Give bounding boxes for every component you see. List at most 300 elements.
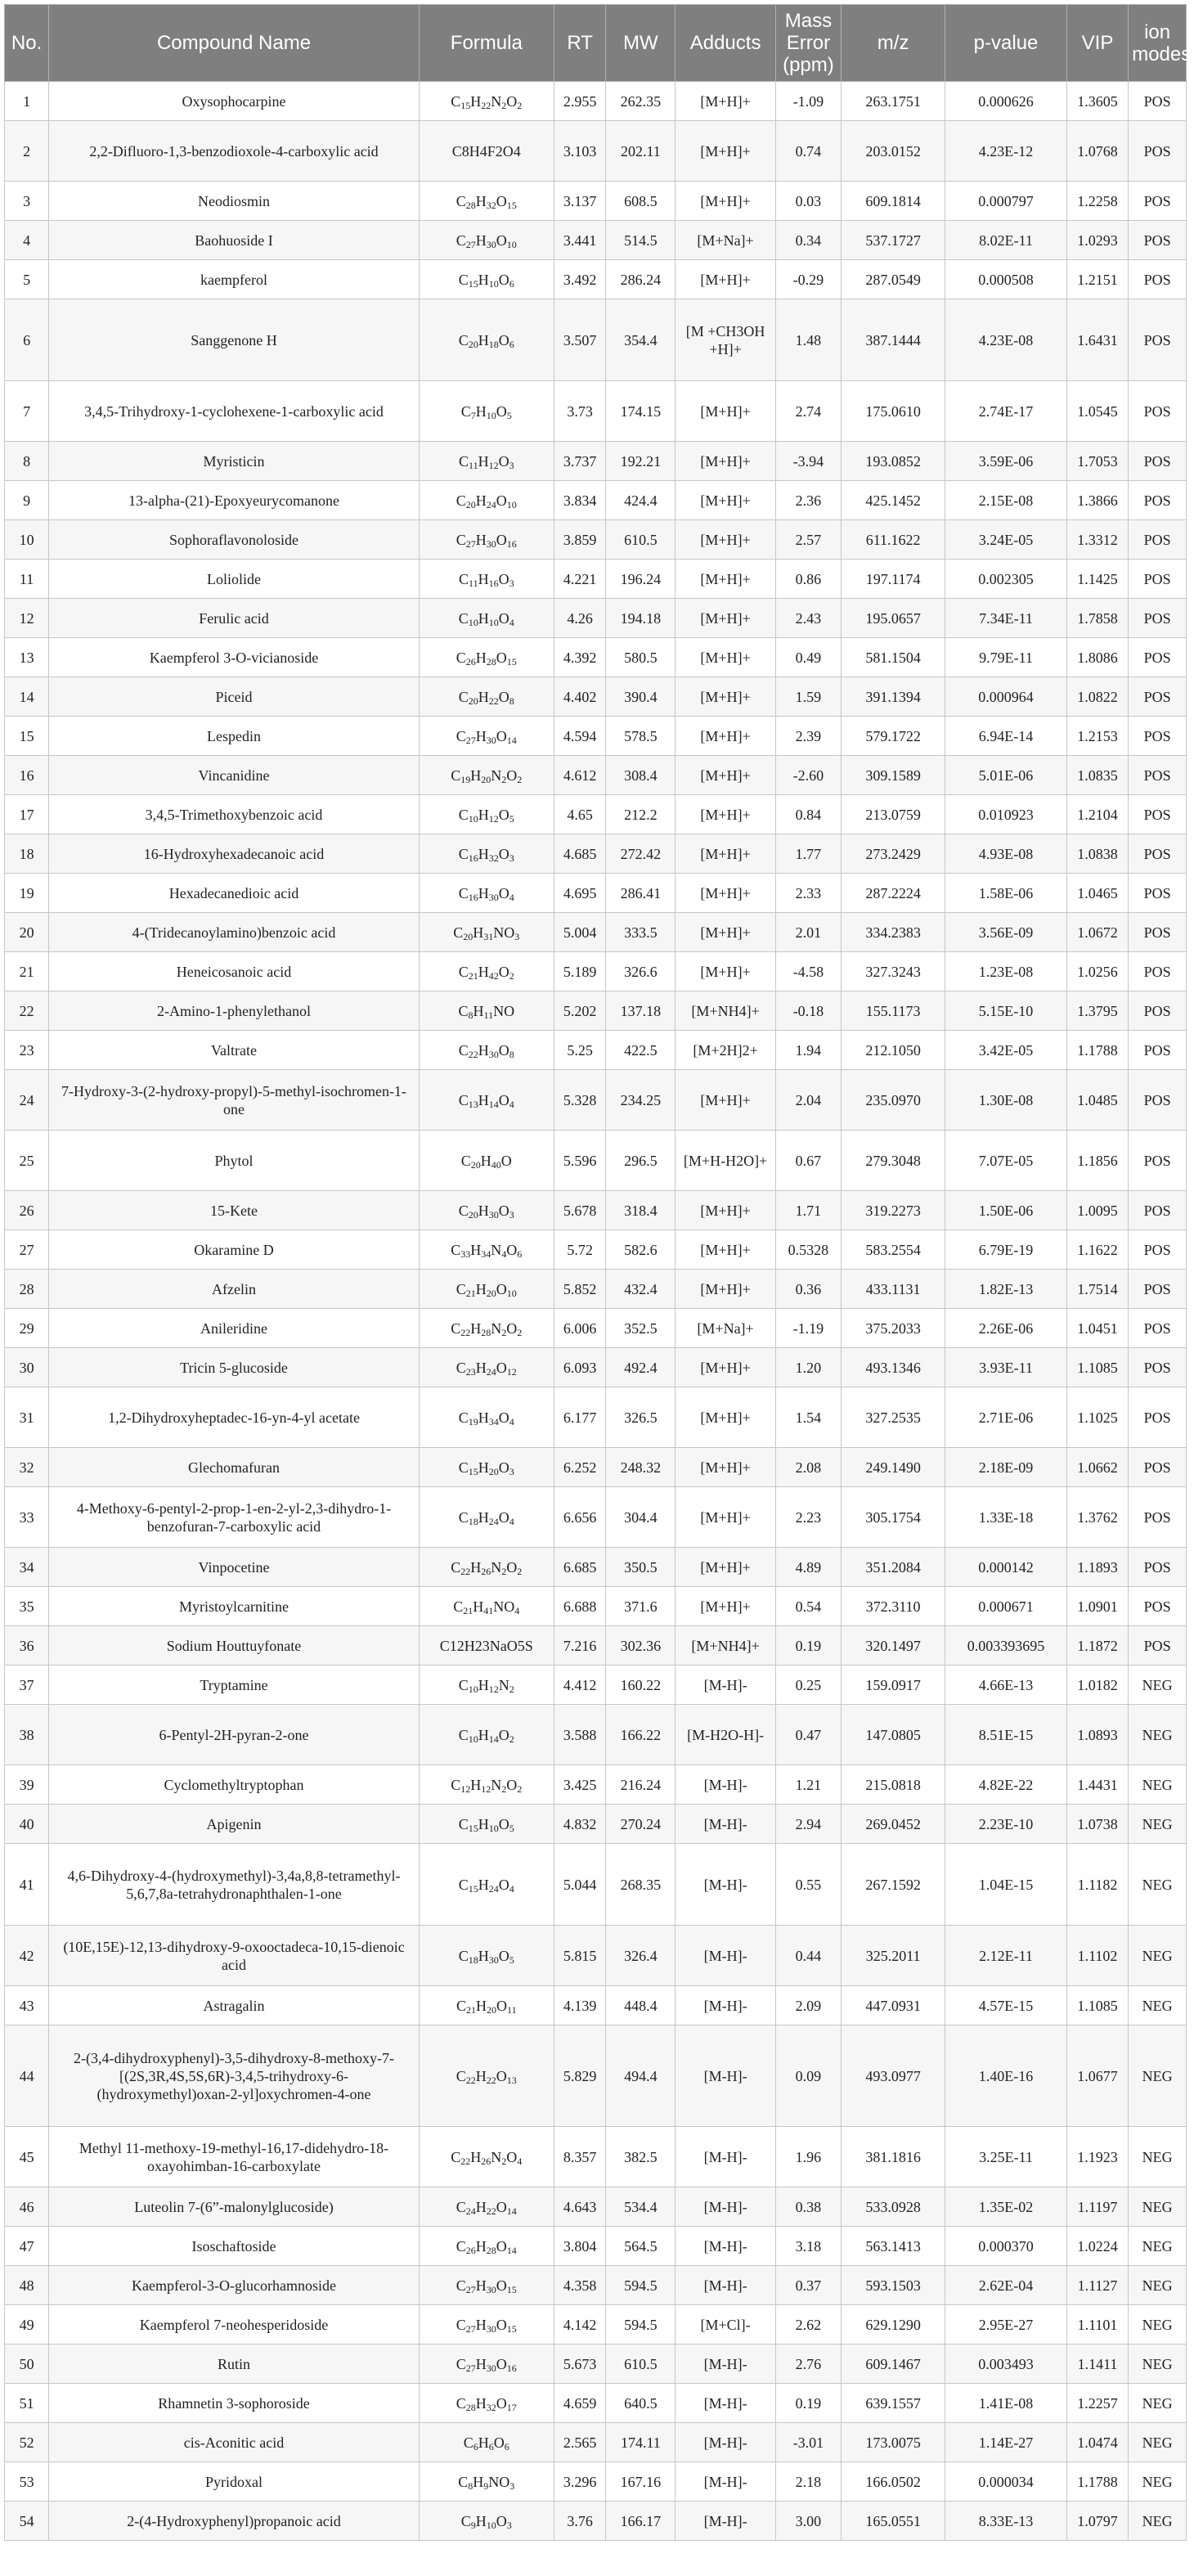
cell-formula: $C_{11}H_{12}O_3$ — [419, 442, 554, 481]
cell-rt: 6.252 — [554, 1448, 606, 1487]
cell-p-value: 5.01E-06 — [945, 756, 1067, 795]
cell-ion-mode: POS — [1129, 1031, 1187, 1070]
cell-ion-mode: NEG — [1129, 2462, 1187, 2502]
cell-mass-error: 2.36 — [775, 481, 841, 520]
cell-compound-name: 7-Hydroxy-3-(2-hydroxy-propyl)-5-methyl-isochromen-1-one — [49, 1070, 420, 1131]
cell-formula: C8H4F2O4 — [419, 121, 554, 182]
cell-formula: $C_{27}H_{30}O_{15}$ — [419, 2305, 554, 2344]
cell-no: 2 — [5, 121, 49, 182]
cell-compound-name: Sanggenone H — [49, 299, 420, 381]
cell-p-value: 2.18E-09 — [945, 1448, 1067, 1487]
cell-mass-error: 2.94 — [775, 1805, 841, 1844]
cell-ion-mode: POS — [1129, 1230, 1187, 1270]
cell-rt: 3.441 — [554, 221, 606, 260]
cell-no: 6 — [5, 299, 49, 381]
cell-no: 17 — [5, 795, 49, 834]
cell-vip: 1.0677 — [1066, 2025, 1128, 2127]
cell-compound-name: 2-(4-Hydroxyphenyl)propanoic acid — [49, 2502, 420, 2541]
cell-rt: 3.804 — [554, 2227, 606, 2266]
cell-mw: 582.6 — [606, 1230, 676, 1270]
table-row — [5, 1765, 1187, 1805]
cell-mz: 334.2383 — [842, 913, 945, 952]
cell-rt: 3.859 — [554, 520, 606, 560]
cell-adducts: [M+H]+ — [676, 1387, 776, 1448]
cell-compound-name: Tricin 5-glucoside — [49, 1348, 420, 1387]
cell-no: 5 — [5, 260, 49, 299]
cell-adducts: [M-H]- — [676, 2025, 776, 2127]
cell-ion-mode: NEG — [1129, 1765, 1187, 1805]
column-header-adducts: Adducts — [676, 5, 776, 82]
cell-formula: $C_{15}H_{10}O_6$ — [419, 260, 554, 299]
cell-rt: 6.177 — [554, 1387, 606, 1448]
cell-vip: 1.2258 — [1066, 182, 1128, 221]
cell-mw: 354.4 — [606, 299, 676, 381]
cell-compound-name: 13-alpha-(21)-Epoxyeurycomanone — [49, 481, 420, 520]
cell-rt: 3.296 — [554, 2462, 606, 2502]
cell-vip: 1.0738 — [1066, 1805, 1128, 1844]
table-row — [5, 182, 1187, 221]
cell-formula: $C_{12}H_{12}N_2O_2$ — [419, 1765, 554, 1805]
cell-mz: 147.0805 — [842, 1705, 945, 1765]
cell-mw: 268.35 — [606, 1844, 676, 1926]
cell-ion-mode: POS — [1129, 599, 1187, 638]
cell-mw: 174.15 — [606, 381, 676, 442]
cell-formula: $C_{26}H_{28}O_{15}$ — [419, 638, 554, 677]
cell-ion-mode: NEG — [1129, 2502, 1187, 2541]
cell-formula: $C_{19}H_{20}N_2O_2$ — [419, 756, 554, 795]
cell-mass-error: 0.37 — [775, 2266, 841, 2305]
column-header-vip: VIP — [1066, 5, 1128, 82]
cell-formula: $C_7H_{10}O_5$ — [419, 381, 554, 442]
table-row — [5, 795, 1187, 834]
cell-no: 30 — [5, 1348, 49, 1387]
cell-adducts: [M+H]+ — [676, 1348, 776, 1387]
header-row — [5, 5, 1187, 82]
cell-adducts: [M+H]+ — [676, 1230, 776, 1270]
cell-ion-mode: POS — [1129, 1548, 1187, 1587]
table-row — [5, 442, 1187, 481]
cell-mw: 448.4 — [606, 1986, 676, 2025]
cell-adducts: [M+H]+ — [676, 1487, 776, 1548]
cell-mz: 287.0549 — [842, 260, 945, 299]
cell-vip: 1.0293 — [1066, 221, 1128, 260]
cell-mw: 304.4 — [606, 1487, 676, 1548]
cell-mass-error: 2.74 — [775, 381, 841, 442]
cell-rt: 3.834 — [554, 481, 606, 520]
table-row — [5, 1131, 1187, 1191]
cell-no: 15 — [5, 717, 49, 756]
cell-p-value: 3.42E-05 — [945, 1031, 1067, 1070]
cell-p-value: 6.94E-14 — [945, 717, 1067, 756]
cell-rt: 4.402 — [554, 677, 606, 717]
table-row — [5, 2502, 1187, 2541]
cell-compound-name: Methyl 11-methoxy-19-methyl-16,17-didehydro-18-oxayohimban-16-carboxylate — [49, 2127, 420, 2187]
cell-rt: 8.357 — [554, 2127, 606, 2187]
cell-compound-name: Heneicosanoic acid — [49, 952, 420, 991]
cell-no: 27 — [5, 1230, 49, 1270]
table-row — [5, 381, 1187, 442]
cell-vip: 1.0835 — [1066, 756, 1128, 795]
cell-compound-name: 3,4,5-Trimethoxybenzoic acid — [49, 795, 420, 834]
cell-ion-mode: NEG — [1129, 2227, 1187, 2266]
cell-no: 33 — [5, 1487, 49, 1548]
cell-compound-name: Afzelin — [49, 1270, 420, 1309]
cell-mw: 308.4 — [606, 756, 676, 795]
cell-mw: 494.4 — [606, 2025, 676, 2127]
table-row — [5, 2344, 1187, 2384]
cell-mz: 537.1727 — [842, 221, 945, 260]
cell-adducts: [M-H]- — [676, 2227, 776, 2266]
cell-compound-name: 2-Amino-1-phenylethanol — [49, 991, 420, 1031]
cell-formula: $C_{27}H_{30}O_{16}$ — [419, 2344, 554, 2384]
cell-rt: 4.659 — [554, 2384, 606, 2423]
cell-vip: 1.0822 — [1066, 677, 1128, 717]
cell-mz: 203.0152 — [842, 121, 945, 182]
cell-ion-mode: POS — [1129, 991, 1187, 1031]
cell-mw: 262.35 — [606, 82, 676, 121]
cell-ion-mode: NEG — [1129, 2187, 1187, 2227]
cell-vip: 1.0901 — [1066, 1587, 1128, 1626]
cell-mass-error: 1.21 — [775, 1765, 841, 1805]
cell-rt: 5.328 — [554, 1070, 606, 1131]
cell-vip: 1.7858 — [1066, 599, 1128, 638]
cell-no: 48 — [5, 2266, 49, 2305]
cell-adducts: [M-H]- — [676, 2344, 776, 2384]
column-header-ion-modes: ion modes — [1129, 5, 1187, 82]
cell-p-value: 5.15E-10 — [945, 991, 1067, 1031]
cell-vip: 1.0465 — [1066, 874, 1128, 913]
cell-adducts: [M+H]+ — [676, 82, 776, 121]
table-row — [5, 299, 1187, 381]
cell-ion-mode: NEG — [1129, 2266, 1187, 2305]
cell-ion-mode: NEG — [1129, 1705, 1187, 1765]
cell-p-value: 2.71E-06 — [945, 1387, 1067, 1448]
cell-ion-mode: POS — [1129, 299, 1187, 381]
cell-mass-error: 2.23 — [775, 1487, 841, 1548]
cell-p-value: 4.82E-22 — [945, 1765, 1067, 1805]
cell-mz: 639.1557 — [842, 2384, 945, 2423]
cell-compound-name: Oxysophocarpine — [49, 82, 420, 121]
cell-vip: 1.0182 — [1066, 1666, 1128, 1705]
cell-vip: 1.1085 — [1066, 1986, 1128, 2025]
cell-mw: 192.21 — [606, 442, 676, 481]
cell-ion-mode: NEG — [1129, 1926, 1187, 1986]
cell-mass-error: 0.86 — [775, 560, 841, 599]
cell-mass-error: 0.25 — [775, 1666, 841, 1705]
table-row — [5, 1705, 1187, 1765]
table-row — [5, 1031, 1187, 1070]
cell-vip: 1.1622 — [1066, 1230, 1128, 1270]
cell-adducts: [M+H]+ — [676, 442, 776, 481]
cell-adducts: [M-H]- — [676, 2502, 776, 2541]
cell-adducts: [M-H]- — [676, 2462, 776, 2502]
cell-rt: 6.688 — [554, 1587, 606, 1626]
cell-ion-mode: POS — [1129, 1070, 1187, 1131]
cell-ion-mode: POS — [1129, 756, 1187, 795]
cell-no: 23 — [5, 1031, 49, 1070]
cell-no: 8 — [5, 442, 49, 481]
cell-mz: 166.0502 — [842, 2462, 945, 2502]
cell-adducts: [M+H]+ — [676, 121, 776, 182]
table-row — [5, 1270, 1187, 1309]
cell-rt: 4.612 — [554, 756, 606, 795]
cell-p-value: 0.000142 — [945, 1548, 1067, 1587]
cell-mass-error: 0.47 — [775, 1705, 841, 1765]
cell-adducts: [M-H]- — [676, 2266, 776, 2305]
cell-mz: 320.1497 — [842, 1626, 945, 1666]
cell-mz: 493.1346 — [842, 1348, 945, 1387]
cell-mw: 326.5 — [606, 1387, 676, 1448]
cell-mz: 165.0551 — [842, 2502, 945, 2541]
cell-rt: 3.76 — [554, 2502, 606, 2541]
cell-mz: 195.0657 — [842, 599, 945, 638]
cell-no: 25 — [5, 1131, 49, 1191]
cell-vip: 1.1102 — [1066, 1926, 1128, 1986]
cell-p-value: 1.40E-16 — [945, 2025, 1067, 2127]
cell-mw: 296.5 — [606, 1131, 676, 1191]
cell-mass-error: 0.03 — [775, 182, 841, 221]
cell-mz: 267.1592 — [842, 1844, 945, 1926]
cell-ion-mode: POS — [1129, 1387, 1187, 1448]
cell-adducts: [M-H]- — [676, 1844, 776, 1926]
cell-ion-mode: POS — [1129, 560, 1187, 599]
cell-no: 49 — [5, 2305, 49, 2344]
cell-compound-name: Rutin — [49, 2344, 420, 2384]
cell-no: 22 — [5, 991, 49, 1031]
cell-mw: 640.5 — [606, 2384, 676, 2423]
cell-no: 52 — [5, 2423, 49, 2462]
cell-vip: 1.2104 — [1066, 795, 1128, 834]
cell-rt: 6.006 — [554, 1309, 606, 1348]
cell-no: 4 — [5, 221, 49, 260]
cell-vip: 1.2257 — [1066, 2384, 1128, 2423]
cell-adducts: [M+H]+ — [676, 260, 776, 299]
cell-mz: 447.0931 — [842, 1986, 945, 2025]
cell-ion-mode: POS — [1129, 1191, 1187, 1230]
cell-ion-mode: NEG — [1129, 1805, 1187, 1844]
cell-mw: 137.18 — [606, 991, 676, 1031]
cell-formula: $C_8H_{11}NO$ — [419, 991, 554, 1031]
cell-ion-mode: POS — [1129, 381, 1187, 442]
cell-vip: 1.4431 — [1066, 1765, 1128, 1805]
cell-vip: 1.1101 — [1066, 2305, 1128, 2344]
cell-mw: 390.4 — [606, 677, 676, 717]
table-row — [5, 1230, 1187, 1270]
cell-ion-mode: NEG — [1129, 2423, 1187, 2462]
cell-mass-error: 0.34 — [775, 221, 841, 260]
cell-adducts: [M+H]+ — [676, 756, 776, 795]
cell-no: 50 — [5, 2344, 49, 2384]
cell-ion-mode: POS — [1129, 834, 1187, 874]
cell-ion-mode: NEG — [1129, 2305, 1187, 2344]
table-row — [5, 520, 1187, 560]
cell-rt: 2.955 — [554, 82, 606, 121]
cell-vip: 1.0662 — [1066, 1448, 1128, 1487]
cell-no: 9 — [5, 481, 49, 520]
cell-p-value: 3.25E-11 — [945, 2127, 1067, 2187]
cell-mass-error: -0.29 — [775, 260, 841, 299]
cell-formula: $C_{15}H_{20}O_3$ — [419, 1448, 554, 1487]
cell-compound-name: Cyclomethyltryptophan — [49, 1765, 420, 1805]
cell-mw: 286.24 — [606, 260, 676, 299]
cell-p-value: 3.56E-09 — [945, 913, 1067, 952]
cell-mass-error: 0.09 — [775, 2025, 841, 2127]
cell-formula: $C_{11}H_{16}O_3$ — [419, 560, 554, 599]
table-row — [5, 1587, 1187, 1626]
cell-mw: 160.22 — [606, 1666, 676, 1705]
cell-rt: 3.492 — [554, 260, 606, 299]
cell-mass-error: 4.89 — [775, 1548, 841, 1587]
cell-no: 42 — [5, 1926, 49, 1986]
cell-p-value: 7.07E-05 — [945, 1131, 1067, 1191]
cell-compound-name: Pyridoxal — [49, 2462, 420, 2502]
cell-p-value: 2.23E-10 — [945, 1805, 1067, 1844]
column-header-no: No. — [5, 5, 49, 82]
cell-no: 43 — [5, 1986, 49, 2025]
cell-rt: 4.139 — [554, 1986, 606, 2025]
cell-mz: 309.1589 — [842, 756, 945, 795]
cell-mz: 609.1814 — [842, 182, 945, 221]
cell-mw: 350.5 — [606, 1548, 676, 1587]
table-row — [5, 481, 1187, 520]
cell-mz: 305.1754 — [842, 1487, 945, 1548]
cell-ion-mode: POS — [1129, 1448, 1187, 1487]
cell-ion-mode: POS — [1129, 481, 1187, 520]
cell-vip: 1.0095 — [1066, 1191, 1128, 1230]
cell-formula: $C_8H_9NO_3$ — [419, 2462, 554, 2502]
cell-mass-error: 0.74 — [775, 121, 841, 182]
cell-mz: 387.1444 — [842, 299, 945, 381]
cell-formula: $C_{21}H_{20}O_{11}$ — [419, 1986, 554, 2025]
cell-p-value: 7.34E-11 — [945, 599, 1067, 638]
cell-mw: 580.5 — [606, 638, 676, 677]
cell-mw: 610.5 — [606, 2344, 676, 2384]
cell-adducts: [M-H]- — [676, 2127, 776, 2187]
cell-mz: 583.2554 — [842, 1230, 945, 1270]
cell-adducts: [M+H]+ — [676, 1548, 776, 1587]
cell-no: 54 — [5, 2502, 49, 2541]
cell-mass-error: -1.19 — [775, 1309, 841, 1348]
cell-p-value: 1.35E-02 — [945, 2187, 1067, 2227]
cell-vip: 1.1788 — [1066, 2462, 1128, 2502]
cell-no: 26 — [5, 1191, 49, 1230]
cell-no: 36 — [5, 1626, 49, 1666]
cell-ion-mode: NEG — [1129, 1844, 1187, 1926]
cell-adducts: [M+NH4]+ — [676, 991, 776, 1031]
cell-rt: 4.221 — [554, 560, 606, 599]
cell-mw: 610.5 — [606, 520, 676, 560]
cell-p-value: 0.002305 — [945, 560, 1067, 599]
cell-rt: 5.852 — [554, 1270, 606, 1309]
table-row — [5, 756, 1187, 795]
cell-compound-name: Ferulic acid — [49, 599, 420, 638]
cell-mass-error: -4.58 — [775, 952, 841, 991]
cell-mz: 159.0917 — [842, 1666, 945, 1705]
cell-rt: 4.392 — [554, 638, 606, 677]
cell-formula: $C_{33}H_{34}N_4O_6$ — [419, 1230, 554, 1270]
cell-p-value: 2.74E-17 — [945, 381, 1067, 442]
cell-no: 39 — [5, 1765, 49, 1805]
table-row — [5, 1805, 1187, 1844]
cell-formula: $C_{20}H_{22}O_8$ — [419, 677, 554, 717]
cell-p-value: 1.82E-13 — [945, 1270, 1067, 1309]
cell-ion-mode: POS — [1129, 952, 1187, 991]
cell-vip: 1.2153 — [1066, 717, 1128, 756]
cell-vip: 1.0838 — [1066, 834, 1128, 874]
table-row — [5, 82, 1187, 121]
table-row — [5, 2187, 1187, 2227]
cell-no: 28 — [5, 1270, 49, 1309]
table-row — [5, 952, 1187, 991]
cell-p-value: 0.010923 — [945, 795, 1067, 834]
cell-p-value: 4.23E-08 — [945, 299, 1067, 381]
cell-compound-name: 3,4,5-Trihydroxy-1-cyclohexene-1-carboxylic acid — [49, 381, 420, 442]
cell-mw: 534.4 — [606, 2187, 676, 2227]
table-row — [5, 2384, 1187, 2423]
cell-p-value: 2.12E-11 — [945, 1926, 1067, 1986]
cell-formula: $C_{26}H_{28}O_{14}$ — [419, 2227, 554, 2266]
cell-mz: 381.1816 — [842, 2127, 945, 2187]
cell-mz: 375.2033 — [842, 1309, 945, 1348]
cell-mw: 594.5 — [606, 2305, 676, 2344]
cell-compound-name: 4-Methoxy-6-pentyl-2-prop-1-en-2-yl-2,3-dihydro-1-benzofuran-7-carboxylic acid — [49, 1487, 420, 1548]
cell-vip: 1.0797 — [1066, 2502, 1128, 2541]
cell-formula: $C_{16}H_{30}O_4$ — [419, 874, 554, 913]
cell-vip: 1.1127 — [1066, 2266, 1128, 2305]
cell-mw: 422.5 — [606, 1031, 676, 1070]
cell-formula: $C_{24}H_{22}O_{14}$ — [419, 2187, 554, 2227]
table-row — [5, 1666, 1187, 1705]
cell-mass-error: 0.84 — [775, 795, 841, 834]
cell-mass-error: -1.09 — [775, 82, 841, 121]
cell-formula: $C_{22}H_{28}N_2O_2$ — [419, 1309, 554, 1348]
cell-rt: 3.507 — [554, 299, 606, 381]
cell-formula: $C_{21}H_{41}NO_4$ — [419, 1587, 554, 1626]
cell-rt: 5.72 — [554, 1230, 606, 1270]
cell-adducts: [M+H]+ — [676, 677, 776, 717]
cell-mz: 629.1290 — [842, 2305, 945, 2344]
cell-rt: 5.815 — [554, 1926, 606, 1986]
cell-ion-mode: NEG — [1129, 2384, 1187, 2423]
cell-mw: 202.11 — [606, 121, 676, 182]
table-row — [5, 2227, 1187, 2266]
cell-compound-name: Loliolide — [49, 560, 420, 599]
cell-rt: 4.412 — [554, 1666, 606, 1705]
cell-ion-mode: POS — [1129, 221, 1187, 260]
cell-mass-error: 2.39 — [775, 717, 841, 756]
cell-p-value: 4.93E-08 — [945, 834, 1067, 874]
cell-vip: 1.3605 — [1066, 82, 1128, 121]
cell-ion-mode: POS — [1129, 1487, 1187, 1548]
cell-formula: $C_{13}H_{14}O_4$ — [419, 1070, 554, 1131]
cell-ion-mode: POS — [1129, 795, 1187, 834]
cell-mz: 425.1452 — [842, 481, 945, 520]
cell-adducts: [M+H]+ — [676, 874, 776, 913]
cell-adducts: [M-H]- — [676, 1666, 776, 1705]
cell-p-value: 4.57E-15 — [945, 1986, 1067, 2025]
cell-rt: 5.829 — [554, 2025, 606, 2127]
cell-vip: 1.8086 — [1066, 638, 1128, 677]
cell-mw: 371.6 — [606, 1587, 676, 1626]
column-header-mz: m/z — [842, 5, 945, 82]
cell-mz: 155.1173 — [842, 991, 945, 1031]
cell-mw: 272.42 — [606, 834, 676, 874]
cell-mass-error: 0.5328 — [775, 1230, 841, 1270]
cell-compound-name: Valtrate — [49, 1031, 420, 1070]
cell-rt: 5.678 — [554, 1191, 606, 1230]
cell-ion-mode: NEG — [1129, 1986, 1187, 2025]
cell-rt: 4.832 — [554, 1805, 606, 1844]
